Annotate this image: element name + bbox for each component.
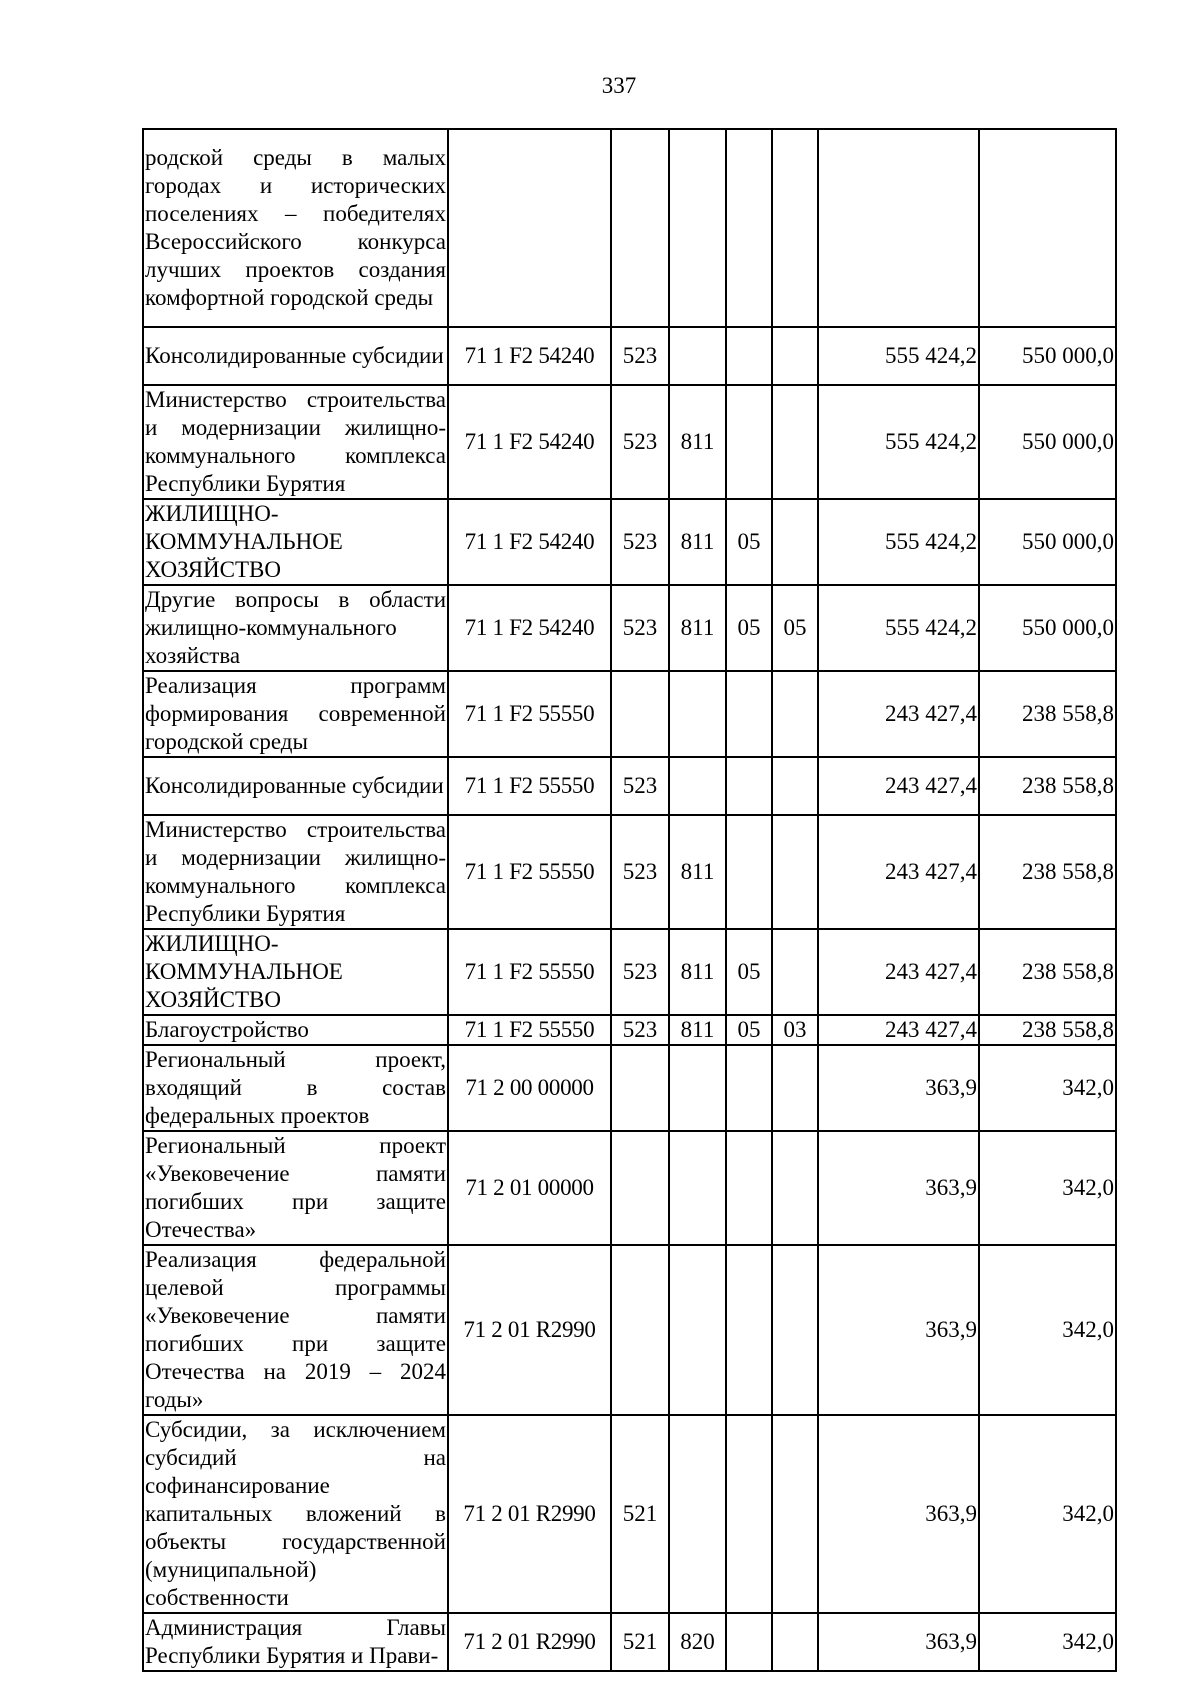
cell-expense-type: 523 bbox=[611, 499, 669, 585]
cell-name: Реализация федеральной целевой программы «Увековечение памяти погибших при защите Отечества на 2019 – 2024 годы» bbox=[143, 1245, 448, 1415]
cell-sum-year-1: 363,9 bbox=[818, 1245, 979, 1415]
cell-target-code: 71 1 F2 55550 bbox=[448, 671, 611, 757]
cell-ministry bbox=[669, 1245, 726, 1415]
cell-subsection bbox=[772, 1613, 818, 1671]
cell-name: Министерство строительства и модернизации жилищно-коммунального комплекса Республики Бурятия bbox=[143, 385, 448, 499]
cell-subsection bbox=[772, 1415, 818, 1613]
cell-subsection bbox=[772, 757, 818, 815]
table-row bbox=[143, 671, 1116, 757]
cell-sum-year-1: 555 424,2 bbox=[818, 385, 979, 499]
cell-ministry bbox=[669, 327, 726, 385]
cell-name: Другие вопросы в области жилищно-коммунального хозяйства bbox=[143, 585, 448, 671]
cell-target-code: 71 1 F2 54240 bbox=[448, 385, 611, 499]
table-row bbox=[143, 929, 1116, 1015]
budget-table bbox=[142, 128, 1117, 1672]
cell-sum-year-1 bbox=[818, 129, 979, 327]
table-row bbox=[143, 499, 1116, 585]
cell-target-code: 71 2 00 00000 bbox=[448, 1045, 611, 1131]
cell-target-code: 71 2 01 R2990 bbox=[448, 1415, 611, 1613]
cell-expense-type bbox=[611, 1245, 669, 1415]
cell-ministry bbox=[669, 671, 726, 757]
cell-subsection bbox=[772, 129, 818, 327]
cell-section: 05 bbox=[726, 585, 772, 671]
cell-sum-year-2: 550 000,0 bbox=[979, 327, 1116, 385]
cell-name: Реализация программ формирования современной городской среды bbox=[143, 671, 448, 757]
cell-sum-year-2: 550 000,0 bbox=[979, 499, 1116, 585]
cell-sum-year-1: 555 424,2 bbox=[818, 499, 979, 585]
table-row bbox=[143, 1045, 1116, 1131]
cell-sum-year-2: 238 558,8 bbox=[979, 671, 1116, 757]
cell-sum-year-2: 342,0 bbox=[979, 1245, 1116, 1415]
cell-target-code: 71 1 F2 55550 bbox=[448, 815, 611, 929]
cell-subsection: 05 bbox=[772, 585, 818, 671]
cell-subsection: 03 bbox=[772, 1015, 818, 1045]
table-row bbox=[143, 1015, 1116, 1045]
cell-name: Субсидии, за исключением субсидий на софинансирование капитальных вложений в объекты государственной (муниципальной) собственности bbox=[143, 1415, 448, 1613]
cell-section bbox=[726, 385, 772, 499]
cell-expense-type: 521 bbox=[611, 1415, 669, 1613]
cell-sum-year-2: 342,0 bbox=[979, 1045, 1116, 1131]
cell-subsection bbox=[772, 1045, 818, 1131]
page-number: 337 bbox=[601, 73, 637, 98]
cell-ministry: 811 bbox=[669, 499, 726, 585]
cell-expense-type: 523 bbox=[611, 757, 669, 815]
cell-section bbox=[726, 1245, 772, 1415]
table-row bbox=[143, 1613, 1116, 1671]
cell-section: 05 bbox=[726, 929, 772, 1015]
cell-ministry bbox=[669, 1131, 726, 1245]
cell-subsection bbox=[772, 671, 818, 757]
cell-expense-type: 521 bbox=[611, 1613, 669, 1671]
cell-section bbox=[726, 1131, 772, 1245]
cell-subsection bbox=[772, 1245, 818, 1415]
cell-ministry bbox=[669, 757, 726, 815]
cell-expense-type bbox=[611, 671, 669, 757]
cell-name: Консолидированные субсидии bbox=[143, 327, 448, 385]
cell-section bbox=[726, 1045, 772, 1131]
cell-section bbox=[726, 327, 772, 385]
table-row bbox=[143, 327, 1116, 385]
cell-section: 05 bbox=[726, 1015, 772, 1045]
cell-sum-year-1: 243 427,4 bbox=[818, 671, 979, 757]
cell-sum-year-1: 363,9 bbox=[818, 1045, 979, 1131]
cell-subsection bbox=[772, 327, 818, 385]
cell-name: родской среды в малых городах и исторических поселениях – победителях Всероссийского конкурса лучших проектов создания комфортной городской среды bbox=[143, 129, 448, 327]
cell-ministry bbox=[669, 129, 726, 327]
cell-sum-year-2: 342,0 bbox=[979, 1613, 1116, 1671]
cell-sum-year-2: 342,0 bbox=[979, 1415, 1116, 1613]
cell-ministry: 820 bbox=[669, 1613, 726, 1671]
cell-ministry bbox=[669, 1415, 726, 1613]
cell-ministry bbox=[669, 1045, 726, 1131]
cell-target-code: 71 1 F2 54240 bbox=[448, 499, 611, 585]
cell-subsection bbox=[772, 929, 818, 1015]
cell-sum-year-2: 550 000,0 bbox=[979, 385, 1116, 499]
cell-sum-year-2: 238 558,8 bbox=[979, 1015, 1116, 1045]
cell-sum-year-1: 363,9 bbox=[818, 1131, 979, 1245]
table-row bbox=[143, 385, 1116, 499]
cell-sum-year-2: 238 558,8 bbox=[979, 757, 1116, 815]
cell-name: Региональный проект, входящий в состав федеральных проектов bbox=[143, 1045, 448, 1131]
cell-target-code: 71 1 F2 55550 bbox=[448, 757, 611, 815]
cell-expense-type: 523 bbox=[611, 929, 669, 1015]
cell-expense-type bbox=[611, 1131, 669, 1245]
table-row bbox=[143, 1131, 1116, 1245]
cell-name: ЖИЛИЩНО-КОММУНАЛЬНОЕ ХОЗЯЙСТВО bbox=[143, 499, 448, 585]
cell-sum-year-2: 238 558,8 bbox=[979, 815, 1116, 929]
cell-expense-type: 523 bbox=[611, 1015, 669, 1045]
cell-subsection bbox=[772, 499, 818, 585]
cell-target-code: 71 2 01 R2990 bbox=[448, 1613, 611, 1671]
cell-ministry: 811 bbox=[669, 385, 726, 499]
cell-name: Региональный проект «Увековечение памяти погибших при защите Отечества» bbox=[143, 1131, 448, 1245]
cell-target-code: 71 1 F2 55550 bbox=[448, 1015, 611, 1045]
cell-ministry: 811 bbox=[669, 815, 726, 929]
table-row bbox=[143, 585, 1116, 671]
cell-target-code bbox=[448, 129, 611, 327]
cell-sum-year-2: 550 000,0 bbox=[979, 585, 1116, 671]
cell-expense-type: 523 bbox=[611, 327, 669, 385]
cell-name: Администрация Главы Республики Бурятия и Прави- bbox=[143, 1613, 448, 1671]
cell-expense-type: 523 bbox=[611, 385, 669, 499]
table-row bbox=[143, 1245, 1116, 1415]
cell-sum-year-2: 238 558,8 bbox=[979, 929, 1116, 1015]
cell-section bbox=[726, 129, 772, 327]
table-row bbox=[143, 757, 1116, 815]
cell-target-code: 71 2 01 00000 bbox=[448, 1131, 611, 1245]
table-row bbox=[143, 129, 1116, 327]
cell-section bbox=[726, 757, 772, 815]
cell-section bbox=[726, 671, 772, 757]
cell-sum-year-1: 243 427,4 bbox=[818, 757, 979, 815]
cell-subsection bbox=[772, 385, 818, 499]
cell-expense-type bbox=[611, 129, 669, 327]
cell-subsection bbox=[772, 1131, 818, 1245]
cell-section: 05 bbox=[726, 499, 772, 585]
cell-sum-year-2 bbox=[979, 129, 1116, 327]
cell-name: Благоустройство bbox=[143, 1015, 448, 1045]
cell-sum-year-1: 363,9 bbox=[818, 1613, 979, 1671]
cell-target-code: 71 1 F2 55550 bbox=[448, 929, 611, 1015]
cell-section bbox=[726, 1415, 772, 1613]
cell-sum-year-1: 243 427,4 bbox=[818, 815, 979, 929]
cell-expense-type: 523 bbox=[611, 815, 669, 929]
cell-sum-year-1: 363,9 bbox=[818, 1415, 979, 1613]
cell-ministry: 811 bbox=[669, 1015, 726, 1045]
table-row bbox=[143, 815, 1116, 929]
cell-ministry: 811 bbox=[669, 585, 726, 671]
cell-target-code: 71 2 01 R2990 bbox=[448, 1245, 611, 1415]
cell-sum-year-1: 243 427,4 bbox=[818, 1015, 979, 1045]
cell-subsection bbox=[772, 815, 818, 929]
cell-expense-type: 523 bbox=[611, 585, 669, 671]
cell-target-code: 71 1 F2 54240 bbox=[448, 585, 611, 671]
cell-name: Консолидированные субсидии bbox=[143, 757, 448, 815]
cell-section bbox=[726, 815, 772, 929]
cell-section bbox=[726, 1613, 772, 1671]
cell-name: Министерство строительства и модернизации жилищно-коммунального комплекса Республики Бурятия bbox=[143, 815, 448, 929]
cell-sum-year-2: 342,0 bbox=[979, 1131, 1116, 1245]
table-body bbox=[143, 129, 1116, 1671]
cell-sum-year-1: 243 427,4 bbox=[818, 929, 979, 1015]
cell-sum-year-1: 555 424,2 bbox=[818, 585, 979, 671]
cell-expense-type bbox=[611, 1045, 669, 1131]
cell-sum-year-1: 555 424,2 bbox=[818, 327, 979, 385]
cell-name: ЖИЛИЩНО-КОММУНАЛЬНОЕ ХОЗЯЙСТВО bbox=[143, 929, 448, 1015]
cell-target-code: 71 1 F2 54240 bbox=[448, 327, 611, 385]
cell-ministry: 811 bbox=[669, 929, 726, 1015]
table-row bbox=[143, 1415, 1116, 1613]
